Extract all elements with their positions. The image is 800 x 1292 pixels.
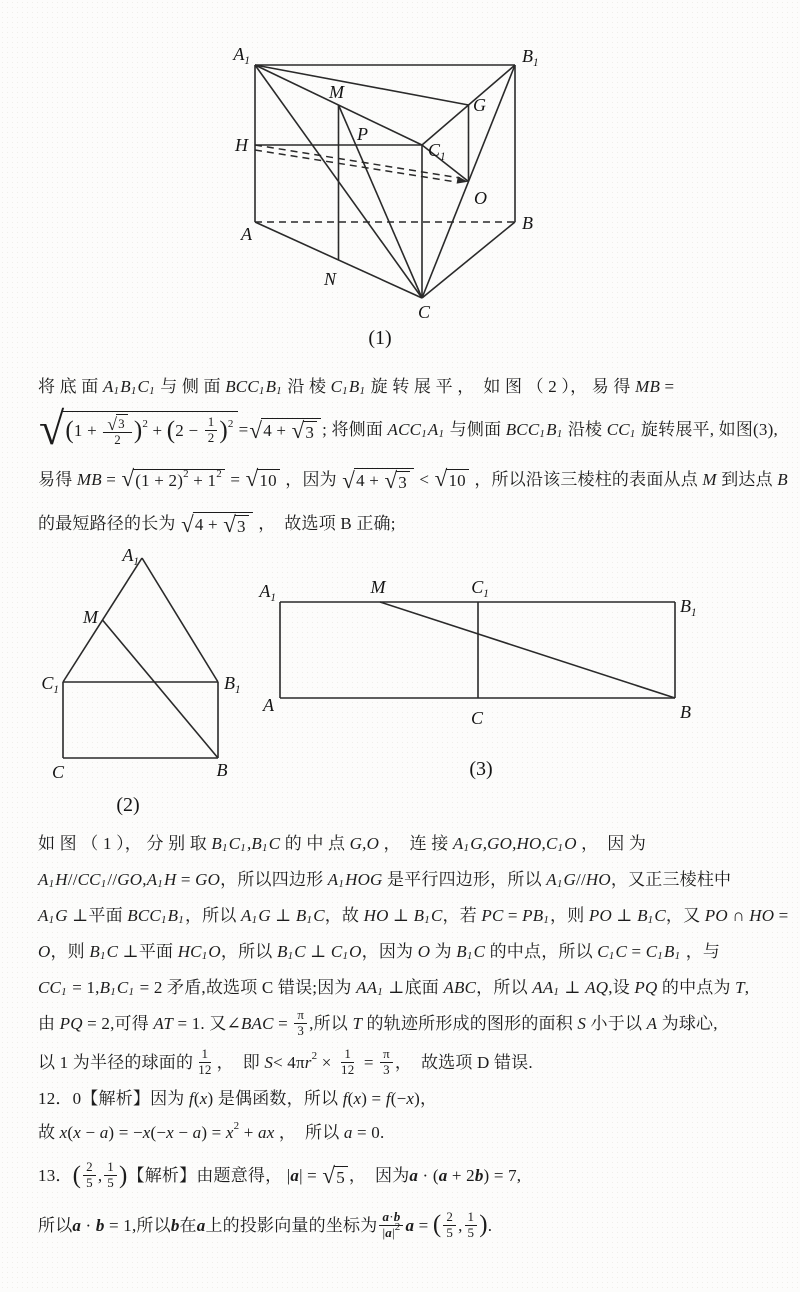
- vertex-label-m: M: [83, 607, 98, 627]
- figure-prism-1: [190, 32, 570, 362]
- item-13-solution: [38, 1152, 774, 1251]
- vertex-label-c: C: [470, 708, 484, 728]
- vertex-label-m: M: [329, 82, 344, 102]
- text-line: 12．0【解析】因为 f ( x ) 是偶函数，所以 f ( x ) = f (− x )，: [38, 1089, 438, 1108]
- edge-cb: [422, 222, 515, 298]
- paragraph-option-cd-analysis: [38, 826, 789, 1083]
- vertex-label-g: G: [473, 95, 486, 115]
- text-line: 如 图 （ 1 ）， 分 别 取 B 1 C 1 ,B 1 C 的 中 点 G,O ， 连 接 A 1 G,GO,HO,C 1 O ， 因 为: [38, 834, 647, 854]
- text-line: 故 x ( x − a ) = − x (− x − a ) = x 2 + ax ， 所以 a = 0.: [38, 1120, 385, 1142]
- vertex-label-c: C: [417, 302, 431, 322]
- vertex-label-a1: $A_1$: [233, 44, 250, 67]
- vertex-label-b: B: [522, 213, 533, 233]
- vertex-label-b: B: [680, 702, 691, 722]
- text-line: √ ( 1 + √ 3 2 ) 2 + ( 2 − $\frac{1}{2}$ ) 2 = √ 4 + √ 3 ; 将侧面 ACC 1 A 1 与侧面 BCC 1 B 1 沿棱 CC 1 旋转展平, 如图(3),: [39, 402, 778, 454]
- text-line: 以 1 为半径的球面的 $\frac{1}{12}$ ， 即 S < 4π r 2 × $\frac{1}{12}$ = $\frac{\pi}{3}$ ， 故选项 D 错误.: [38, 1046, 533, 1077]
- vertex-label-a: A: [241, 224, 252, 244]
- figure-unfold-3: [252, 575, 722, 790]
- vertex-label-b1: $B_1$: [680, 596, 697, 619]
- paragraph-unfolding-solution: [38, 370, 788, 544]
- segment-mc: [339, 105, 423, 298]
- text-line: 由 PQ = 2,可得 AT = 1. 又∠ BAC = $\frac{\pi}{3}$ ,所以 T 的轨迹所形成的图形的面积 S 小于以 A 为球心,: [38, 1007, 718, 1038]
- unfold2-edges: [63, 558, 218, 758]
- prism-vertex-labels: [232, 44, 538, 322]
- vertex-label-p: P: [357, 124, 368, 144]
- text-line: CC 1 = 1, B 1 C 1 = 2 矛盾,故选项 C 错误;因为 AA 1 ⊥底面 ABC ，所以 AA 1 ⊥ AQ ,设 PQ 的中点为 T ,: [38, 977, 750, 998]
- segment-mb: [380, 602, 675, 698]
- segment-a1g: [255, 65, 469, 105]
- vertex-label-c1: $C_1$: [471, 577, 489, 600]
- figure-1-caption: (1): [368, 327, 392, 349]
- segment-mb: [103, 620, 219, 758]
- figure-2-caption: (2): [116, 794, 140, 816]
- text-line: 所以 a · b = 1,所以 b 在 a 上的投影向量的坐标为 a · b | a | 2 a = ( $\frac{2}{5}$ , $\frac{1}{5}$ ) .: [38, 1208, 493, 1240]
- text-line: 13． ( $\frac{2}{5}$ , $\frac{1}{5}$ ) 【解析】由题意得， | a | = √ 5 ， 因为 a · ( a + 2 b ) = 7,: [38, 1159, 522, 1190]
- vertex-label-m: M: [370, 577, 386, 597]
- edge-a1b1: [142, 558, 218, 682]
- dashed-segment-ho-lower: [255, 150, 456, 182]
- vertex-label-n: N: [323, 269, 337, 289]
- vertex-label-o: O: [474, 188, 487, 208]
- vertex-label-h: H: [235, 135, 248, 155]
- unfold3-edges: [280, 602, 675, 698]
- prism-dashed-edges: [255, 145, 515, 222]
- vertex-label-c1: $C_1$: [41, 673, 59, 696]
- item-12-solution: [38, 1082, 774, 1150]
- text-line: O ，则 B 1 C ⊥平面 HC 1 O ，所以 B 1 C ⊥ C 1 O ，因为 O 为 B 1 C 的中点，所以 C 1 C = C 1 B 1 ，与: [38, 941, 721, 962]
- text-line: A 1 H // CC 1 // GO , A 1 H = GO ，所以四边形 A 1 HOG 是平行四边形，所以 A 1 G // HO ，又正三棱柱中: [38, 869, 732, 890]
- vertex-label-a: A: [263, 695, 274, 715]
- vertex-label-b1: $B_1$: [224, 673, 241, 696]
- vertex-label-a1: $A_1$: [259, 581, 276, 604]
- vertex-label-c: C: [51, 762, 65, 782]
- vertex-label-b1: $B_1$: [522, 46, 539, 69]
- vertex-label-c1: $C_1$: [428, 140, 446, 163]
- figure-3-caption: (3): [469, 758, 493, 780]
- text-line: 易得 MB = √ (1 + 2) 2 + 1 2 = √ 10 ，因为 √ 4 + √ 3 < √ 10 ，所以沿该三棱柱的表面从点 M 到达点 B: [38, 466, 788, 493]
- text-line: 的最短路径的长为 √ 4 + √ 3 ， 故选项 B 正确;: [38, 511, 396, 537]
- text-line: 将 底 面 A 1 B 1 C 1 与 侧 面 BCC 1 B 1 沿 棱 C 1 B 1 旋 转 展 平 ， 如 图 （ 2 ）， 易 得 MB =: [38, 376, 675, 397]
- text-line: A 1 G ⊥平面 BCC 1 B 1 ，所以 A 1 G ⊥ B 1 C ，故 HO ⊥ B 1 C ，若 PC = PB 1 ，则 PO ⊥ B 1 C ，又 PO ∩ HO =: [38, 905, 789, 926]
- vertex-label-a1: $A_1$: [122, 548, 139, 568]
- vertex-label-b: B: [216, 760, 228, 780]
